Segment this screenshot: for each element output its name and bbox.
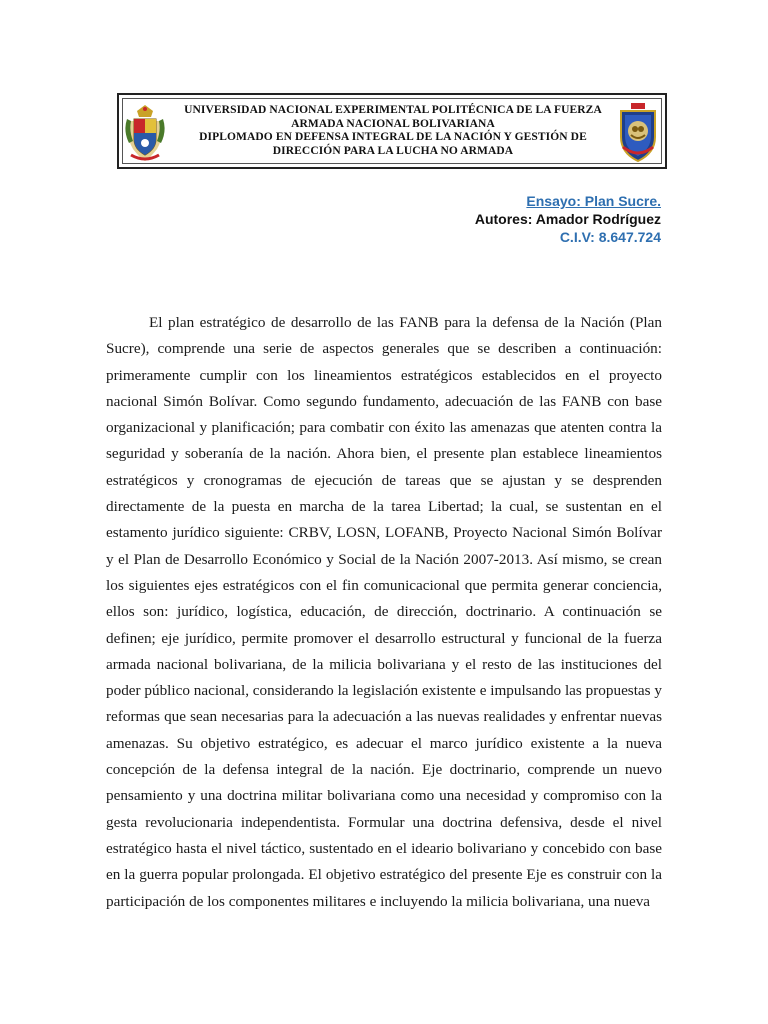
header-line-direccion: DIRECCIÓN PARA LA LUCHA NO ARMADA (272, 144, 514, 157)
essay-metadata (475, 192, 661, 246)
essay-author: Autores: Amador Rodríguez (474, 211, 661, 227)
header-line-armada: ARMADA NACIONAL BOLIVARIANA (291, 117, 495, 130)
header-line-university: UNIVERSIDAD NACIONAL EXPERIMENTAL POLITÉCNICA DE LA FUERZA (184, 104, 602, 116)
essay-body-paragraph: El plan estratégico de desarrollo de las FANB para la defensa de la Nación (Plan Sucre), comprende una serie de aspectos generales que se describen a continuación: primeramente cumplir con los lineamientos estratégicos establecidos en el proyecto nacional Simón Bolívar. Como segundo fundamento, adecuación de las FANB con base organizacional y planificación; para combatir con éxito las amenazas que atenten contra la seguridad y soberanía de la nación. Ahora bien, el presente plan establece lineamientos estratégicos y cronogramas de ejecución de tareas que se ajustan y se desprenden directamente de la puesta en marcha de la tarea Libertad; la cual, se sustentan en el estamento jurídico siguiente: CRBV, LOSN, LOFANB, Proyecto Nacional Simón Bolívar y el Plan de Desarrollo Económico y Social de la Nación 2007-2013. Así mismo, se crean los siguientes ejes estratégicos con el fin comunicacional que permita generar conciencia, ellos son: jurídico, logística, educación, de dirección, doctrinario. A continuación se definen; eje jurídico, permite promover el desarrollo estructural y funcional de la fuerza armada nacional bolivariana, de la milicia bolivariana y el resto de las instituciones del poder público nacional, considerando la legislación existente e impulsando las propuestas y reformas que sean necesarias para la adecuación a las nuevas realidades y enfrentar nuevas amenazas. Su objetivo estratégico, es adecuar el marco jurídico existente a la nueva concepción de la defensa integral de la nación. Eje doctrinario, comprende un nuevo pensamiento y una doctrina militar bolivariana como una necesidad y compromiso con la gesta revolucionaria independentista. Formular una doctrina defensiva, desde el nivel estratégico hasta el nivel táctico, sustentado en el ideario bolivariano y concebido con base en la guerra popular prolongada. El objetivo estratégico del presente Eje es construir con la participación de los componentes militares e incluyendo la milicia bolivariana, una nueva (106, 314, 662, 910)
document-header (117, 93, 667, 169)
essay-civ: C.I.V: 8.647.724 (559, 229, 661, 245)
institution-heading (179, 104, 607, 158)
essay-title: Ensayo: Plan Sucre. (526, 193, 661, 209)
university-shield-icon (617, 101, 659, 163)
header-line-diplomado: DIPLOMADO EN DEFENSA INTEGRAL DE LA NACIÓN Y GESTIÓN DE (199, 131, 587, 143)
coat-of-arms-icon (123, 101, 167, 163)
